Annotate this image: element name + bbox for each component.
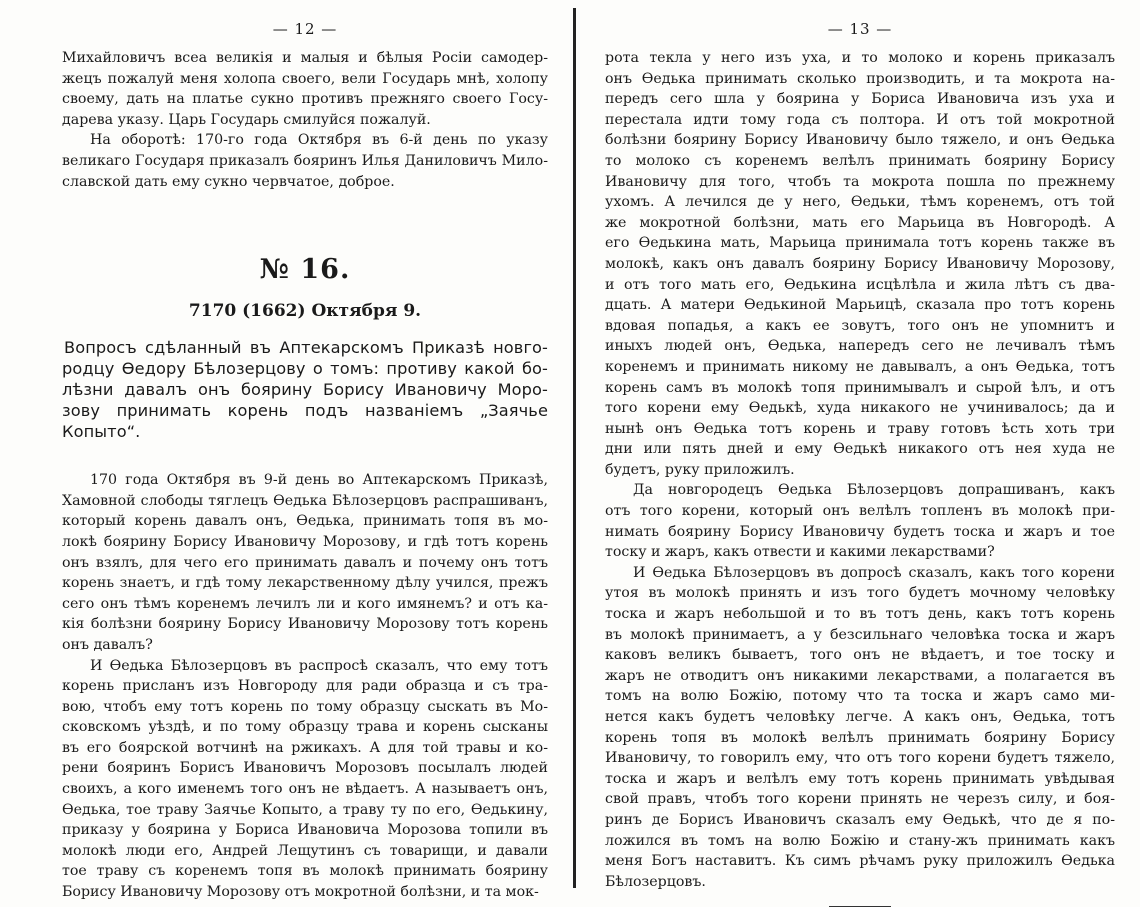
text-line: На оборотѣ: 170-го года Октября въ 6-й день по указу: [90, 132, 548, 149]
text-line: будетъ, руку приложилъ.: [605, 461, 795, 478]
paragraph: [605, 480, 1115, 562]
text-line: жаръ не отводитъ онъ никакими лекарствами, а полагается въ: [605, 667, 1115, 684]
paragraph: [62, 656, 548, 903]
left-page: [62, 0, 548, 901]
text-line: въ его боярской вотчинѣ на ржикахъ. А для той травы и ко-: [62, 739, 548, 756]
text-line: иныхъ людей онъ, Ѳедька, напередъ сего не лечивалъ тѣмъ: [605, 338, 1115, 355]
text-line: своему, дать на платье сукно противъ прежняго своего Госу-: [62, 91, 548, 108]
text-line: онъ Ѳедька принимать сколько производить, и та мокрота на-: [605, 70, 1115, 87]
text-line: отъ того корени, который онъ велѣлъ топленъ въ молокѣ при-: [605, 503, 1115, 520]
text-line: свой правъ, чтобъ того корени принять не черезъ силу, и боя-: [605, 791, 1115, 808]
text-line: Ивановичу для того, чтобъ та мокрота пошла по прежнему: [605, 173, 1115, 190]
text-line: И Ѳедька Бѣлозерцовъ въ распросѣ сказалъ, что ему тотъ: [90, 657, 548, 674]
page-body: [605, 48, 1115, 892]
text-line: вою, чтобъ ему тотъ корень по тому образцу сыскать въ Мо-: [62, 698, 548, 715]
text-line: Борису Ивановичу Морозову отъ мокротной болѣзни, и та мок-: [62, 884, 539, 901]
text-line: нынѣ онъ Ѳедька тотъ корень и траву готовъ ѣсть хоть три: [605, 420, 1115, 437]
text-line: Да новгородецъ Ѳедька Бѣлозерцовъ допрашиванъ, какъ: [633, 482, 1115, 499]
text-line: болѣзни боярину Борису Ивановичу было тяжело, и онъ Ѳедька: [605, 132, 1115, 149]
document-date: 7170 (1662) Октября 9.: [188, 301, 422, 322]
paragraph: [605, 48, 1115, 480]
page-gutter: [573, 8, 576, 888]
text-line: того корени ему Ѳедькѣ, худа никакого не учинивалось; да и: [605, 400, 1115, 417]
text-line: передъ сего шла у боярина у Бориса Ивановича изъ уха и: [605, 91, 1115, 108]
petition-ending: [62, 48, 548, 130]
text-line: сего онъ тѣмъ коренемъ лечилъ ли и кого имянемъ? и отъ ка-: [62, 595, 548, 612]
text-line: нется какъ будетъ человѣку легче. А какъ онъ, Ѳедька, тотъ: [605, 709, 1115, 725]
text-line: онъ взялъ, для чего его принимать давалъ и почему онъ тотъ: [62, 554, 548, 571]
text-line: рени бояринъ Борисъ Ивановичъ Морозовъ посылалъ людей: [62, 760, 548, 777]
text-line: локѣ боярину Борису Ивановичу Морозову, и гдѣ тотъ корень: [62, 533, 548, 550]
text-line: славской дать ему сукно червчатое, доброе.: [62, 173, 395, 190]
text-line: въ молокѣ принимаетъ, а у безсильнаго человѣка тоска и жаръ: [605, 626, 1115, 643]
text-line: жецъ пожалуй меня холопа своего, вели Государь мнѣ, холопу: [62, 70, 548, 87]
text-line: корень знаетъ, и гдѣ тому лекарственному дѣлу учился, прежъ: [62, 575, 548, 592]
text-line: вдовая попадья, а какъ ее зовутъ, того онъ не упомнитъ и: [605, 317, 1115, 334]
text-line: Хамовной слободы тяглецъ Ѳедька Бѣлозерцовъ распрашиванъ,: [62, 492, 548, 509]
text-line: рота текла у него изъ уха, и то молоко и корень приказалъ: [605, 50, 1115, 66]
document-number: № 16.: [259, 254, 351, 286]
text-line: великаго Государя приказалъ бояринъ Илья Даниловичъ Мило-: [62, 152, 548, 169]
text-line: молокѣ, какъ онъ давалъ боярину Борису Ивановичу Морозову,: [605, 255, 1115, 272]
text-line: тоска и жаръ небольшой и то въ тотъ день, какъ тотъ корень: [605, 606, 1115, 623]
text-line: перестала идти тому года съ полтора. И отъ той мокротной: [605, 111, 1115, 128]
title-line: лѣзни давалъ онъ боярину Борису Ивановичу Моро-: [62, 380, 548, 400]
text-line: молокѣ люди его, Андрей Лещутинъ съ товарищи, и давали: [62, 842, 548, 859]
text-line: онъ давалъ?: [62, 636, 153, 653]
text-line: И Ѳедька Бѣлозерцовъ въ допросѣ сказалъ, какъ того корени: [633, 564, 1115, 581]
text-line: кія болѣзни боярину Борису Ивановичу Морозову тотъ корень: [62, 616, 548, 633]
text-line: каковъ великъ бываетъ, того онъ не вѣдаетъ, и тое тоску и: [605, 647, 1115, 664]
right-page: [605, 0, 1115, 896]
text-line: меня Богъ наставитъ. Къ симъ рѣчамъ руку приложилъ Ѳедька: [605, 853, 1115, 870]
text-line: же мокротной болѣзни, мать его Марьица въ Новгородѣ. А: [605, 214, 1115, 231]
text-line: ухомъ. А лечился де у него, Ѳедьки, тѣмъ коренемъ, отъ той: [605, 194, 1115, 211]
text-line: нимать боярину Борису Ивановичу будетъ тоска и жаръ и тое: [605, 523, 1115, 540]
text-line: своихъ, а кого именемъ того онъ не вѣдаетъ. А называетъ онъ,: [62, 781, 548, 798]
paragraph: [605, 563, 1115, 893]
text-line: корень присланъ изъ Новгороду для ради образца и съ тра-: [62, 678, 548, 695]
page-body: [62, 48, 548, 192]
text-line: дни или пять дней и ему Ѳедькѣ никакого отъ нея худа не: [605, 441, 1115, 458]
title-line: родцу Ѳедору Бѣлозерцову о томъ: противу какой бо-: [62, 359, 548, 379]
record-body: [62, 470, 548, 902]
document-title: [62, 337, 548, 442]
text-line: корень топя въ молокѣ велѣлъ принимать боярину Борису: [605, 729, 1115, 746]
text-line: томъ на волю Божію, потому что та тоска и жаръ само ми-: [605, 688, 1115, 705]
text-line: ринъ де Борисъ Ивановичъ сказалъ ему Ѳедькѣ, что де я по-: [605, 811, 1115, 828]
page-number: — 13 —: [827, 20, 893, 38]
text-line: и отъ того мать его, Ѳедькина исцѣлѣла и жила лѣтъ съ два-: [605, 276, 1115, 293]
text-line: который корень давалъ онъ, Ѳедька, принимать топя въ мо-: [62, 513, 548, 530]
text-line: тоску и жаръ, какъ отвести и какими лекарствами?: [605, 544, 995, 561]
text-line: приказу у боярина у Бориса Ивановича Морозова топили въ: [62, 822, 548, 839]
text-line: ложился въ томъ на волю Божію и стану-жъ принимать какъ: [605, 832, 1115, 849]
text-line: Ѳедька, тое траву Заячье Копыто, а траву ту по его, Ѳедькину,: [62, 801, 548, 818]
text-line: тоска и жаръ и велѣлъ ему тотъ корень принимать увѣдывая: [605, 770, 1115, 787]
title-line: зову принимать корень подъ названіемъ „Заячье: [62, 401, 548, 421]
text-line: корень самъ въ молокѣ топя принимывалъ и сырой ѣлъ, и отъ: [605, 379, 1115, 396]
text-line: дарева указу. Царь Государь смилуйся пожалуй.: [62, 111, 431, 128]
reverse-note: [62, 130, 548, 192]
text-line: сковскомъ уѣздѣ, и по тому образцу трава и корень сысканы: [62, 719, 548, 736]
title-line: Вопросъ сдѣланный въ Аптекарскомъ Приказѣ новго-: [64, 338, 548, 358]
text-line: коренемъ и принимать никому не давывалъ, а онъ Ѳедька, тотъ: [605, 358, 1115, 375]
text-line: 170 года Октября въ 9-й день во Аптекарскомъ Приказѣ,: [90, 472, 548, 489]
text-line: его Ѳедькина мать, Марьица принимала тотъ корень также въ: [605, 235, 1115, 252]
text-line: Ивановичу, то говорилъ ему, что отъ того корени будетъ тяжело,: [605, 750, 1115, 767]
text-line: утоя въ молокѣ принять и изъ того будетъ мочному человѣку: [605, 585, 1115, 602]
text-line: тое траву съ коренемъ топя въ молокѣ принимать боярину: [62, 863, 548, 880]
title-line: Копыто“.: [62, 422, 141, 442]
text-line: дцать. А матери Ѳедькиной Марьицѣ, сказала про тотъ корень: [605, 297, 1115, 314]
text-line: Михайловичъ всеа великія и малыя и бѣлыя Росіи самодер-: [62, 50, 548, 66]
text-line: Бѣлозерцовъ.: [605, 873, 706, 890]
text-line: то молоко съ коренемъ велѣлъ принимать боярину Борису: [605, 152, 1115, 169]
page-number: — 12 —: [272, 20, 338, 38]
paragraph: [62, 470, 548, 655]
